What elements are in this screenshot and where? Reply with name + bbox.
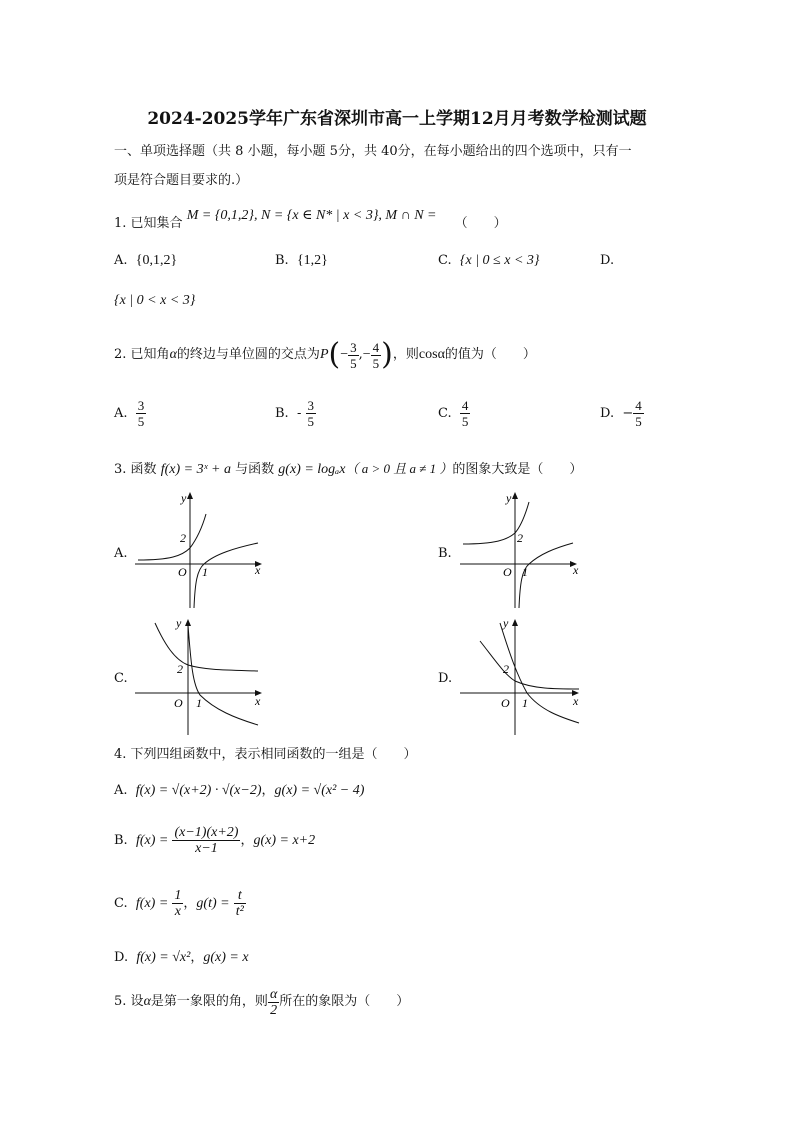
q3-option-b-label[interactable]: B.: [438, 546, 452, 561]
q1-stem: 已知集合: [130, 216, 183, 231]
svg-text:2: 2: [517, 531, 523, 545]
q2-option-d[interactable]: D. − $\frac{4}{5}$: [600, 398, 642, 429]
q1-formula: M = {0,1,2}, N = {x ∈ N* | x < 3}, M ∩ N =: [186, 208, 437, 223]
svg-text:y: y: [181, 491, 187, 505]
q2-option-c[interactable]: C. $\frac{4}{5}$: [438, 398, 469, 429]
q3-graph-c[interactable]: [130, 615, 270, 739]
q1-option-d-text[interactable]: {x | 0 < x < 3}: [114, 293, 196, 308]
q2-option-a[interactable]: A. $\frac{3}{5}$: [114, 398, 145, 429]
section-heading-line1: 一、单项选择题（共 8 小题，每小题 5分，共 40分，在每小题给出的四个选项中，只有一: [114, 144, 632, 159]
q1-option-a[interactable]: A. {0,1,2}: [114, 253, 178, 268]
q2-option-b[interactable]: B. - $\frac{3}{5}$: [275, 398, 314, 429]
q3-g: g(x) = logₐx: [278, 462, 346, 477]
q1-option-c[interactable]: C. {x | 0 ≤ x < 3}: [438, 253, 540, 268]
svg-text:2: 2: [503, 662, 509, 676]
svg-text:1: 1: [202, 565, 208, 579]
svg-text:x: x: [255, 694, 261, 708]
q2-coord-x: $\frac{3}{5}$: [350, 339, 357, 371]
q3-option-c-label[interactable]: C.: [114, 671, 128, 686]
question-4: 4. 下列四组函数中，表示相同函数的一组是（ ）: [114, 747, 417, 762]
q2-number: 2.: [114, 347, 127, 362]
svg-text:y: y: [506, 491, 512, 505]
svg-text:O: O: [503, 565, 512, 579]
page-title: 2024-2025学年广东省深圳市高一上学期12月月考数学检测试题: [147, 109, 647, 129]
question-2: 2. 已知角 α 的终边与单位圆的交点为 P ( − $\frac{3}{5}$ , − $\frac{4}{5}$ ) ，则 cosα 的值为（ ）: [114, 337, 536, 372]
q4-number: 4.: [114, 747, 127, 762]
svg-text:1: 1: [522, 565, 528, 579]
q3-option-d-label[interactable]: D.: [438, 671, 453, 686]
q4-option-b[interactable]: B. f(x) = $\frac{(x-1)(x+2)}{x-1}$ ， g(x) = x+2: [114, 825, 316, 856]
svg-text:1: 1: [522, 696, 528, 710]
question-5: 5. 设 α 是第一象限的角，则 $\frac{\alpha}{2}$ 所在的象限为（ ）: [114, 986, 410, 1018]
svg-text:x: x: [573, 563, 579, 577]
question-3: 3. 函数 f(x) = 3ˣ + a 与函数 g(x) = logₐx（ a > 0 且 a ≠ 1 ）的图象大致是（ ）: [114, 461, 583, 477]
q1-paren: （ ）: [454, 216, 507, 231]
q5-number: 5.: [114, 994, 127, 1009]
svg-text:x: x: [573, 694, 579, 708]
q1-number: 1.: [114, 216, 127, 231]
q4-option-c[interactable]: C. f(x) = $\frac{1}{x}$ ， g(t) = $\frac{t}{\text{t²}}$: [114, 888, 244, 919]
q3-number: 3.: [114, 462, 127, 477]
svg-text:1: 1: [196, 696, 202, 710]
q4-option-a[interactable]: A. f(x) = √(x+2) · √(x−2)，g(x) = √(x² − 4): [114, 783, 365, 798]
q2-coord-y: $\frac{4}{5}$: [372, 339, 380, 371]
question-1: [114, 208, 507, 233]
q2-cos: cosα: [418, 347, 445, 362]
q2-alpha: α: [169, 347, 177, 362]
q4-option-d[interactable]: D. f(x) = √x²，g(x) = x: [114, 950, 249, 965]
q1-option-b[interactable]: B. {1,2}: [275, 253, 328, 268]
svg-text:O: O: [501, 696, 510, 710]
q3-f: f(x) = 3ˣ + a: [160, 462, 231, 477]
q3-graph-d[interactable]: [455, 615, 595, 739]
q3-cond: （ a > 0 且 a ≠ 1 ）: [345, 461, 453, 476]
svg-text:O: O: [178, 565, 187, 579]
svg-text:2: 2: [177, 662, 183, 676]
section-heading-line2: 项是符合题目要求的.）: [114, 173, 249, 188]
svg-text:y: y: [503, 616, 509, 630]
svg-text:2: 2: [180, 531, 186, 545]
svg-text:y: y: [176, 616, 182, 630]
q3-option-a-label[interactable]: A.: [114, 546, 128, 561]
q3-graph-b[interactable]: [455, 488, 595, 612]
svg-text:x: x: [255, 563, 261, 577]
q1-option-d-label[interactable]: D.: [600, 253, 615, 268]
q3-graph-a[interactable]: [130, 488, 270, 612]
svg-text:O: O: [174, 696, 183, 710]
q2-point: P: [319, 347, 329, 362]
